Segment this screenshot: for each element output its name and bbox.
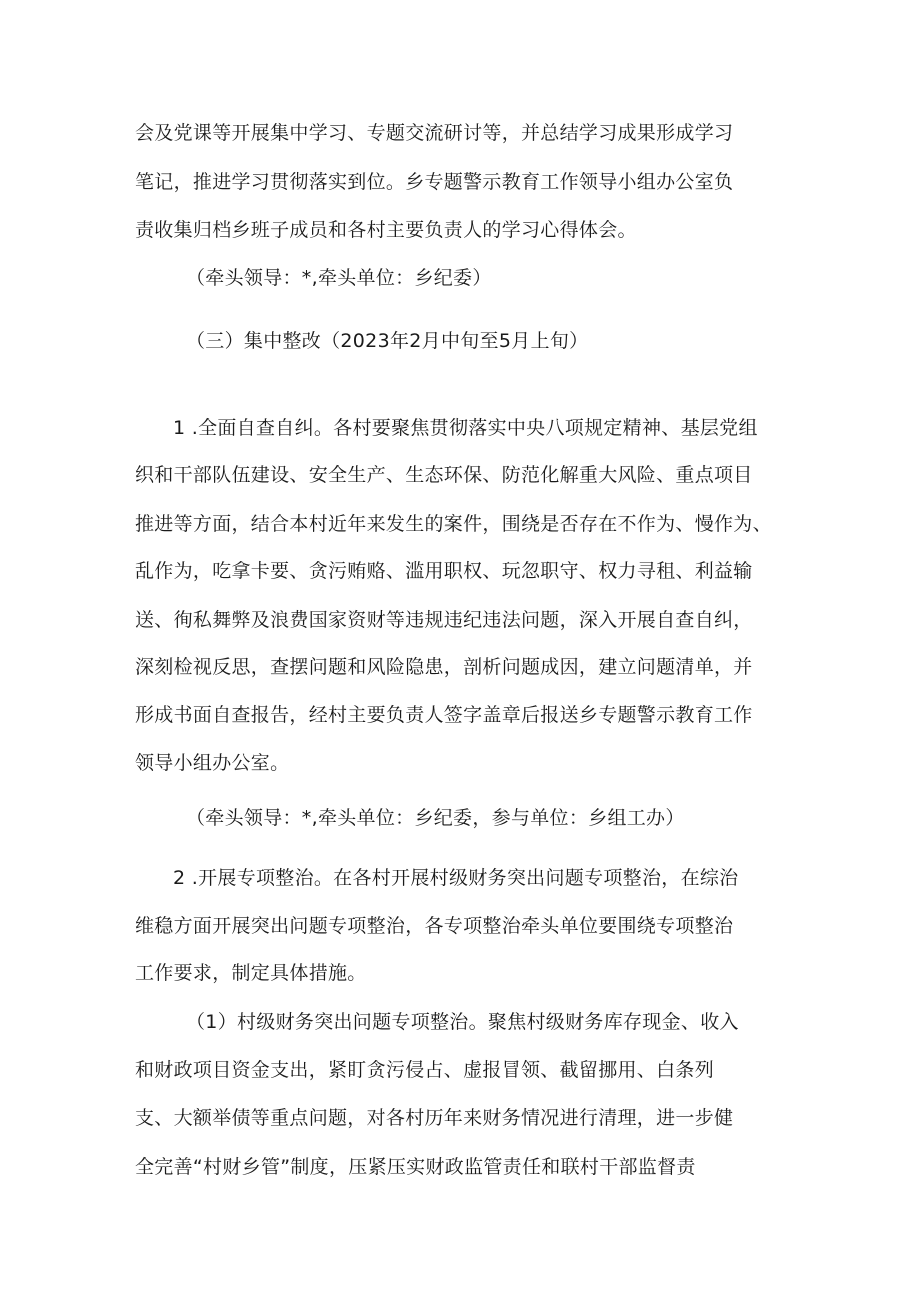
lead-unit-note: （牵头领导：*,牵头单位：乡纪委） xyxy=(186,267,492,289)
body-text-line: 推进等方面，结合本村近年来发生的案件，围绕是否存在不作为、慢作为、 xyxy=(135,513,772,535)
section-heading: （三）集中整改（2023年2月中旬至5月上旬） xyxy=(186,330,589,352)
body-text-line: 和财政项目资金支出，紧盯贪污侵占、虚报冒领、截留挪用、白条列 xyxy=(135,1059,715,1081)
body-text-line: 全完善“村财乡管”制度，压紧压实财政监管责任和联村干部监督责 xyxy=(135,1156,696,1178)
body-text-line: （1）村级财务突出问题专项整治。聚焦村级财务库存现金、收入 xyxy=(186,1011,739,1033)
body-text-line: 深刻检视反思，查摆问题和风险隐患，剖析问题成因，建立问题清单，并 xyxy=(135,656,753,678)
lead-unit-note: （牵头领导：*,牵头单位：乡纪委，参与单位：乡组工办） xyxy=(186,807,685,829)
body-text-line: 维稳方面开展突出问题专项整治，各专项整治牵头单位要围绕专项整治 xyxy=(135,915,734,937)
body-text-line: 形成书面自查报告，经村主要负责人签字盖章后报送乡专题警示教育工作 xyxy=(135,704,753,726)
body-text-line: 笔记，推进学习贯彻落实到位。乡专题警示教育工作领导小组办公室负 xyxy=(135,171,734,193)
body-text-line: 支、大额举债等重点问题，对各村历年来财务情况进行清理，进一步健 xyxy=(135,1107,734,1129)
body-text-line: 送、徇私舞弊及浪费国家资财等违规违纪违法问题，深入开展自查自纠， xyxy=(135,609,753,631)
body-text-line: 2 .开展专项整治。在各村开展村级财务突出问题专项整治，在综治 xyxy=(173,867,739,889)
body-text-line: 责收集归档乡班子成员和各村主要负责人的学习心得体会。 xyxy=(135,219,637,241)
body-text-line: 1 .全面自查自纠。各村要聚焦贯彻落实中央八项规定精神、基层党组 xyxy=(173,417,758,439)
body-text-line: 领导小组办公室。 xyxy=(135,752,290,774)
body-text-line: 织和干部队伍建设、安全生产、生态环保、防范化解重大风险、重点项目 xyxy=(135,464,753,486)
body-text-line: 工作要求，制定具体措施。 xyxy=(135,962,367,984)
body-text-line: 会及党课等开展集中学习、专题交流研讨等，并总结学习成果形成学习 xyxy=(135,122,734,144)
body-text-line: 乱作为，吃拿卡要、贪污贿赂、滥用职权、玩忽职守、权力寻租、利益输 xyxy=(135,560,753,582)
